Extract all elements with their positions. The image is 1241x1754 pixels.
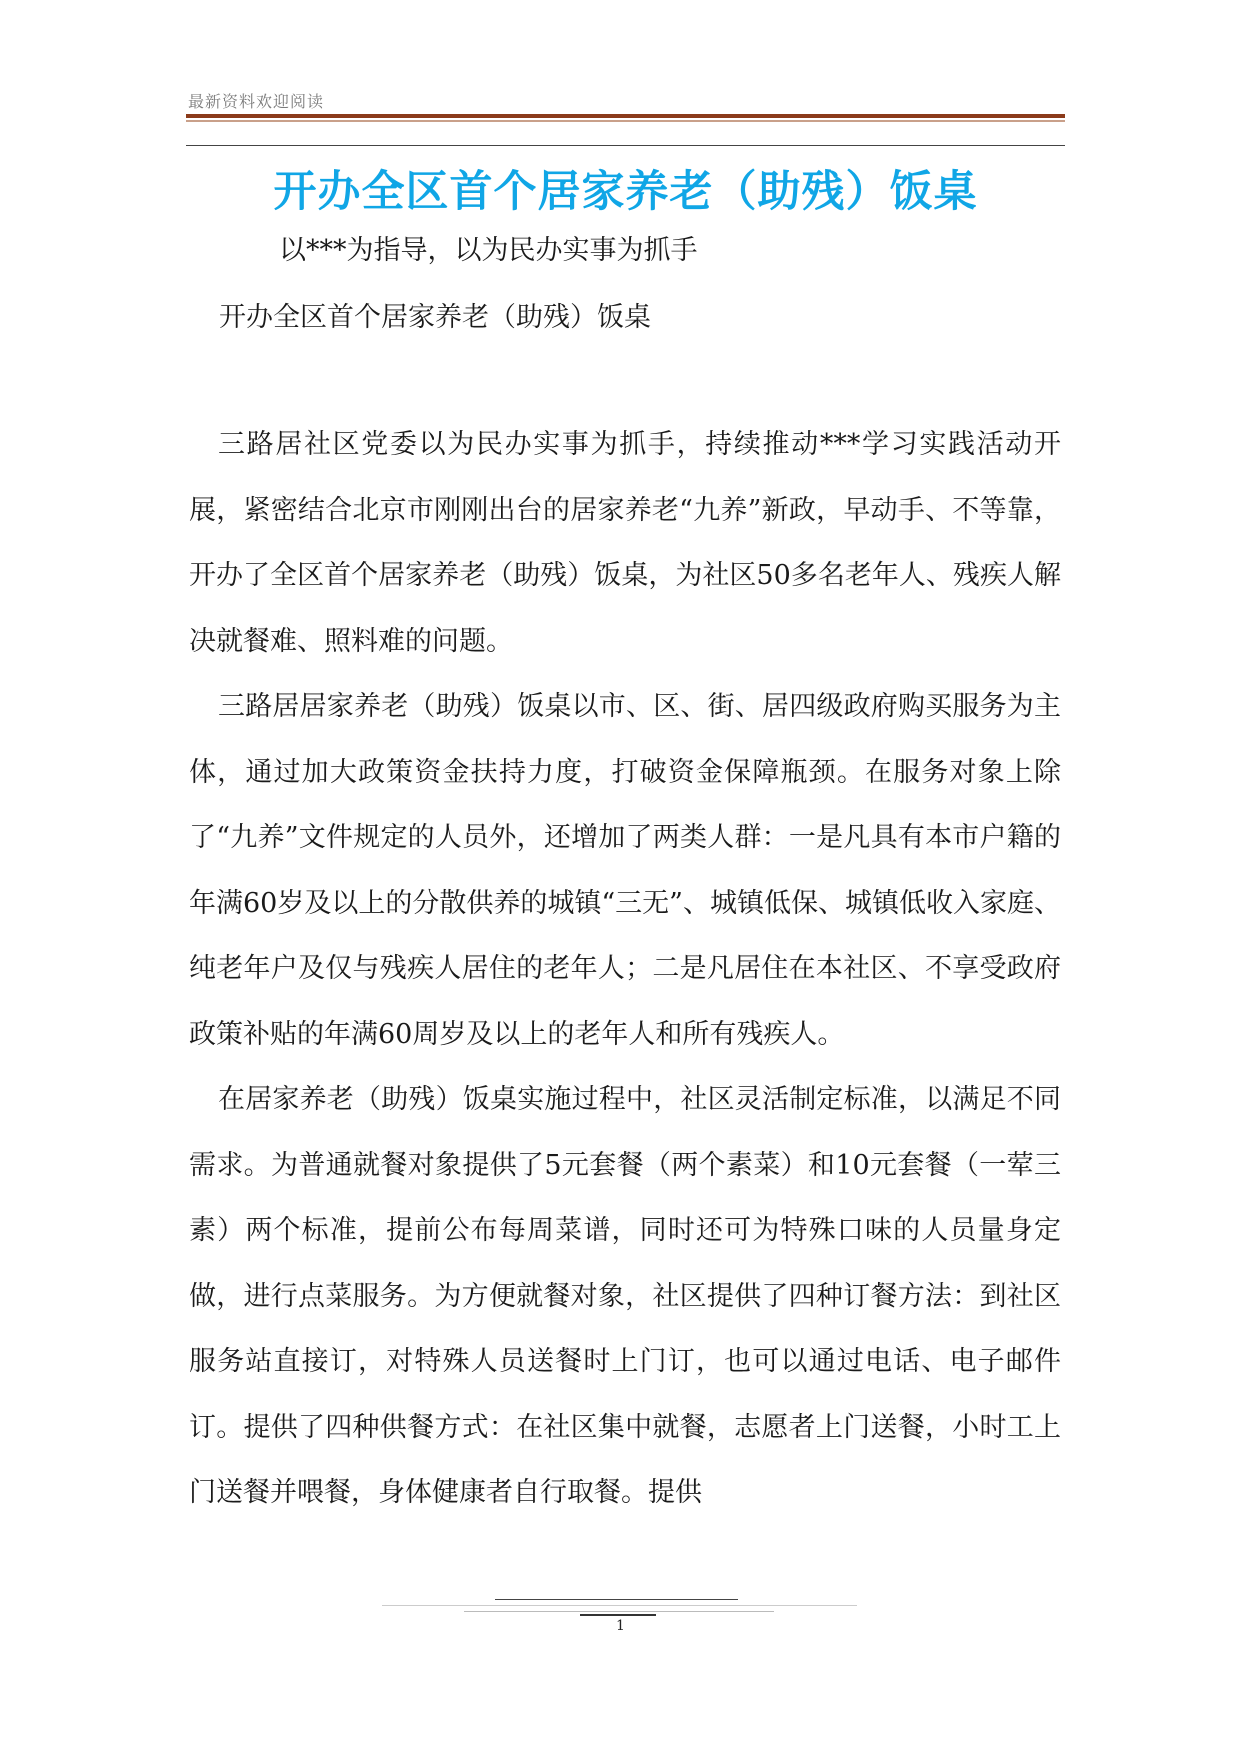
header-rule-thick [186,114,1065,118]
footer-rule [495,1599,738,1600]
paragraph: 三路居居家养老（助残）饭桌以市、区、街、居四级政府购买服务为主体，通过加大政策资金扶持力度，打破资金保障瓶颈。在服务对象上除了“九养”文件规定的人员外，还增加了两类人群：一是凡具有本市户籍的年满60岁及以上的分散供养的城镇“三无”、城镇低保、城镇低收入家庭、纯老年户及仅与残疾人居住的老年人；二是凡居住在本社区、不享受政府政策补贴的年满60周岁及以上的老年人和所有残疾人。 [189,691,1061,1050]
header-text: 最新资料欢迎阅读 [188,92,325,111]
footer-rule [464,1611,774,1612]
subtitle-line-2: 开办全区首个居家养老（助残）饭桌 [219,302,651,333]
page-number: 1 [616,1618,625,1634]
document-body [189,412,1061,1526]
paragraph: 在居家养老（助残）饭桌实施过程中，社区灵活制定标准，以满足不同需求。为普通就餐对象提供了5元套餐（两个素菜）和10元套餐（一荤三素）两个标准，提前公布每周菜谱，同时还可为特殊口味的人员量身定做，进行点菜服务。为方便就餐对象，社区提供了四种订餐方法：到社区服务站直接订，对特殊人员送餐时上门订，也可以通过电话、电子邮件订。提供了四种供餐方式：在社区集中就餐，志愿者上门送餐，小时工上门送餐并喂餐，身体健康者自行取餐。提供 [189,1084,1061,1508]
subtitle-line-1: 以***为指导，以为民办实事为抓手 [279,235,698,266]
header-rule-thin [186,145,1065,146]
paragraph: 三路居社区党委以为民办实事为抓手，持续推动***学习实践活动开展，紧密结合北京市刚刚出台的居家养老“九养”新政，早动手、不等靠，开办了全区首个居家养老（助残）饭桌，为社区50多名老年人、残疾人解决就餐难、照料难的问题。 [189,429,1061,657]
footer-rule [580,1614,656,1616]
header-rule-mid [186,120,1065,122]
document-title: 开办全区首个居家养老（助残）饭桌 [273,167,978,217]
footer-rule [382,1605,857,1606]
